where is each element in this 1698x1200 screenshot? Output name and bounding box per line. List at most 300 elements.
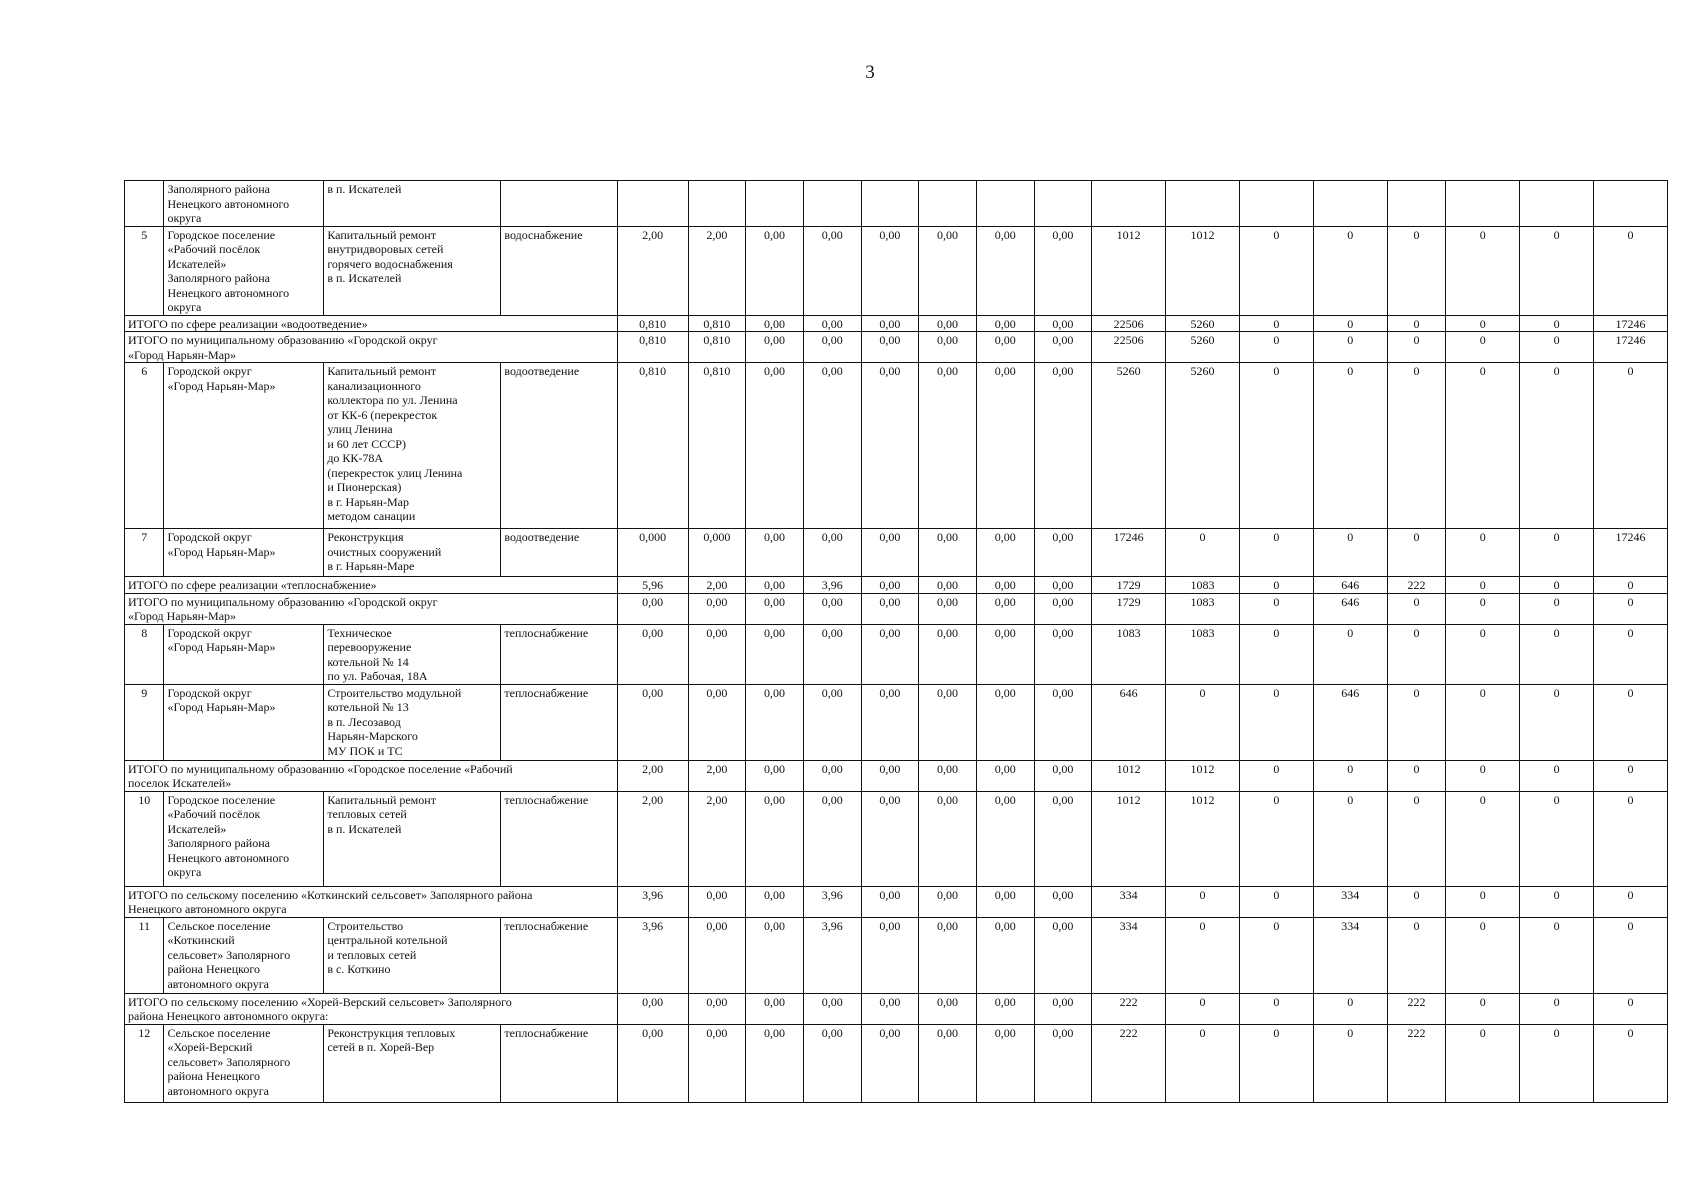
value-cell: 0,00	[919, 529, 977, 577]
value-cell: 0,000	[617, 529, 688, 577]
value-cell: 0	[1166, 1024, 1240, 1102]
value-cell: 3,96	[803, 577, 861, 594]
value-cell: 5260	[1166, 332, 1240, 363]
value-cell: 0	[1594, 917, 1668, 993]
value-cell	[861, 181, 919, 227]
value-cell: 0	[1239, 332, 1313, 363]
value-cell: 0	[1239, 315, 1313, 332]
total-row	[125, 577, 1668, 594]
value-cell: 0	[1520, 577, 1594, 594]
value-cell: 0,00	[1034, 332, 1092, 363]
value-cell: 0	[1446, 332, 1520, 363]
value-cell: 0	[1594, 684, 1668, 760]
value-cell: 0	[1594, 993, 1668, 1024]
value-cell: 0,00	[803, 1024, 861, 1102]
value-cell: 0,00	[1034, 363, 1092, 529]
table-row	[125, 1024, 1668, 1102]
value-cell: 0,00	[1034, 1024, 1092, 1102]
row-number-cell: 5	[125, 226, 164, 315]
value-cell: 0,00	[919, 624, 977, 684]
value-cell: 0,00	[976, 332, 1034, 363]
value-cell: 222	[1092, 1024, 1166, 1102]
value-cell	[1239, 181, 1313, 227]
value-cell	[919, 181, 977, 227]
value-cell: 0,00	[976, 917, 1034, 993]
value-cell: 0	[1313, 791, 1387, 886]
row-number-cell: 11	[125, 917, 164, 993]
value-cell: 0,00	[1034, 624, 1092, 684]
value-cell: 0	[1313, 760, 1387, 791]
value-cell: 0,00	[746, 332, 804, 363]
value-cell: 0	[1594, 760, 1668, 791]
value-cell: 0,00	[861, 993, 919, 1024]
municipality-cell: Городской округ «Город Нарьян-Мар»	[164, 529, 324, 577]
value-cell: 0,00	[976, 226, 1034, 315]
value-cell: 0	[1446, 993, 1520, 1024]
value-cell: 0	[1387, 593, 1446, 624]
value-cell: 1083	[1166, 624, 1240, 684]
value-cell: 0	[1166, 684, 1240, 760]
value-cell: 0,00	[861, 684, 919, 760]
value-cell: 0,00	[803, 363, 861, 529]
total-label-cell: ИТОГО по сельскому поселению «Коткинский сельсовет» Заполярного района Ненецкого автономного округа	[125, 886, 618, 917]
value-cell: 0,00	[919, 332, 977, 363]
table-row	[125, 363, 1668, 529]
value-cell: 0	[1239, 791, 1313, 886]
row-number-cell: 9	[125, 684, 164, 760]
value-cell: 0	[1387, 760, 1446, 791]
total-row	[125, 760, 1668, 791]
object-cell: Строительство центральной котельной и тепловых сетей в с. Коткино	[324, 917, 501, 993]
value-cell: 0	[1313, 993, 1387, 1024]
value-cell: 1083	[1166, 577, 1240, 594]
value-cell: 0,00	[976, 529, 1034, 577]
value-cell: 0,00	[1034, 529, 1092, 577]
value-cell: 0	[1520, 993, 1594, 1024]
value-cell: 0	[1313, 226, 1387, 315]
value-cell: 334	[1092, 917, 1166, 993]
value-cell: 0	[1446, 1024, 1520, 1102]
value-cell: 0,00	[746, 593, 804, 624]
value-cell: 3,96	[617, 886, 688, 917]
value-cell: 0	[1520, 684, 1594, 760]
value-cell: 0	[1594, 886, 1668, 917]
value-cell	[688, 181, 746, 227]
value-cell: 1729	[1092, 593, 1166, 624]
value-cell: 0,00	[919, 226, 977, 315]
value-cell: 0,00	[861, 529, 919, 577]
object-cell: в п. Искателей	[324, 181, 501, 227]
value-cell: 0,000	[688, 529, 746, 577]
value-cell: 0	[1446, 315, 1520, 332]
value-cell: 0	[1446, 624, 1520, 684]
value-cell: 0,00	[746, 684, 804, 760]
value-cell: 1012	[1092, 791, 1166, 886]
sphere-cell: теплоснабжение	[501, 917, 617, 993]
value-cell	[803, 181, 861, 227]
value-cell: 0	[1446, 760, 1520, 791]
value-cell: 0,00	[688, 593, 746, 624]
value-cell: 0,00	[976, 593, 1034, 624]
value-cell: 334	[1313, 886, 1387, 917]
municipality-cell: Городское поселение «Рабочий посёлок Искателей» Заполярного района Ненецкого автономного округа	[164, 226, 324, 315]
value-cell: 0,00	[617, 593, 688, 624]
municipality-cell: Заполярного района Ненецкого автономного округа	[164, 181, 324, 227]
value-cell: 0	[1520, 917, 1594, 993]
value-cell: 646	[1313, 577, 1387, 594]
value-cell: 0,00	[1034, 917, 1092, 993]
value-cell: 0,00	[803, 684, 861, 760]
value-cell: 0	[1387, 315, 1446, 332]
municipality-cell: Сельское поселение «Коткинский сельсовет» Заполярного района Ненецкого автономного округа	[164, 917, 324, 993]
value-cell: 0,00	[746, 226, 804, 315]
value-cell: 0	[1166, 886, 1240, 917]
value-cell: 0,00	[746, 624, 804, 684]
value-cell: 0,00	[861, 363, 919, 529]
value-cell: 222	[1387, 577, 1446, 594]
sphere-cell: теплоснабжение	[501, 624, 617, 684]
value-cell: 0,810	[617, 332, 688, 363]
value-cell: 0,810	[688, 332, 746, 363]
value-cell: 0,00	[803, 760, 861, 791]
value-cell: 0,00	[861, 593, 919, 624]
value-cell: 0,00	[1034, 684, 1092, 760]
total-label-cell: ИТОГО по муниципальному образованию «Городское поселение «Рабочий поселок Искателей»	[125, 760, 618, 791]
object-cell: Реконструкция тепловых сетей в п. Хорей-Вер	[324, 1024, 501, 1102]
value-cell: 646	[1092, 684, 1166, 760]
value-cell	[1387, 181, 1446, 227]
value-cell: 0	[1387, 529, 1446, 577]
page-number: 3	[865, 62, 875, 83]
value-cell: 0,00	[976, 577, 1034, 594]
value-cell: 2,00	[617, 791, 688, 886]
value-cell: 1012	[1166, 791, 1240, 886]
value-cell: 0	[1239, 577, 1313, 594]
value-cell: 0,00	[976, 624, 1034, 684]
value-cell: 0,00	[746, 993, 804, 1024]
value-cell: 0,00	[1034, 593, 1092, 624]
value-cell: 0,00	[976, 993, 1034, 1024]
value-cell: 5260	[1092, 363, 1166, 529]
investment-program-table	[124, 180, 1668, 1103]
municipality-cell: Городское поселение «Рабочий посёлок Искателей» Заполярного района Ненецкого автономного округа	[164, 791, 324, 886]
value-cell: 0,00	[976, 886, 1034, 917]
value-cell: 222	[1387, 993, 1446, 1024]
value-cell	[1594, 181, 1668, 227]
table-row	[125, 181, 1668, 227]
value-cell: 334	[1313, 917, 1387, 993]
value-cell: 0	[1239, 760, 1313, 791]
value-cell: 0,00	[919, 315, 977, 332]
value-cell: 3,96	[803, 886, 861, 917]
value-cell: 0,00	[746, 1024, 804, 1102]
value-cell: 0,00	[1034, 226, 1092, 315]
sphere-cell: водоснабжение	[501, 226, 617, 315]
value-cell: 0	[1594, 791, 1668, 886]
value-cell: 0	[1594, 1024, 1668, 1102]
value-cell: 17246	[1594, 315, 1668, 332]
value-cell: 0	[1520, 760, 1594, 791]
value-cell: 0,00	[746, 791, 804, 886]
value-cell: 0	[1387, 791, 1446, 886]
value-cell: 0,00	[919, 917, 977, 993]
value-cell: 0,00	[919, 577, 977, 594]
value-cell: 0	[1239, 226, 1313, 315]
value-cell: 1083	[1092, 624, 1166, 684]
table-row	[125, 684, 1668, 760]
value-cell: 0	[1520, 315, 1594, 332]
value-cell: 2,00	[617, 226, 688, 315]
object-cell: Капитальный ремонт тепловых сетей в п. Искателей	[324, 791, 501, 886]
total-row	[125, 332, 1668, 363]
value-cell: 0	[1166, 993, 1240, 1024]
value-cell: 0	[1520, 886, 1594, 917]
value-cell: 0,00	[919, 684, 977, 760]
value-cell: 0,00	[919, 993, 977, 1024]
total-label-cell: ИТОГО по сельскому поселению «Хорей-Верский сельсовет» Заполярного района Ненецкого автономного округа:	[125, 993, 618, 1024]
value-cell: 0	[1446, 363, 1520, 529]
value-cell: 3,96	[617, 917, 688, 993]
sphere-cell: теплоснабжение	[501, 791, 617, 886]
value-cell: 0	[1520, 791, 1594, 886]
value-cell: 1012	[1166, 760, 1240, 791]
total-label-cell: ИТОГО по муниципальному образованию «Городской округ «Город Нарьян-Мар»	[125, 593, 618, 624]
value-cell: 0,00	[688, 993, 746, 1024]
value-cell: 0	[1594, 577, 1668, 594]
value-cell: 1012	[1166, 226, 1240, 315]
value-cell: 0	[1594, 363, 1668, 529]
value-cell: 0	[1313, 363, 1387, 529]
value-cell: 646	[1313, 593, 1387, 624]
value-cell: 0	[1520, 593, 1594, 624]
value-cell: 0	[1446, 886, 1520, 917]
value-cell: 0,00	[976, 363, 1034, 529]
value-cell: 5,96	[617, 577, 688, 594]
value-cell: 0	[1446, 791, 1520, 886]
municipality-cell: Городской округ «Город Нарьян-Мар»	[164, 624, 324, 684]
value-cell: 5260	[1166, 315, 1240, 332]
value-cell: 0,00	[803, 332, 861, 363]
value-cell: 0,810	[688, 315, 746, 332]
value-cell: 0	[1520, 226, 1594, 315]
value-cell: 0,00	[861, 791, 919, 886]
value-cell: 0,00	[976, 684, 1034, 760]
value-cell: 0,00	[861, 917, 919, 993]
value-cell: 0	[1313, 529, 1387, 577]
value-cell: 0,00	[919, 886, 977, 917]
value-cell: 0,00	[803, 226, 861, 315]
total-row	[125, 993, 1668, 1024]
total-label-cell: ИТОГО по сфере реализации «теплоснабжение»	[125, 577, 618, 594]
value-cell: 0,00	[861, 886, 919, 917]
value-cell: 0	[1313, 624, 1387, 684]
value-cell	[617, 181, 688, 227]
value-cell: 0,00	[746, 529, 804, 577]
value-cell: 0,00	[1034, 760, 1092, 791]
value-cell: 0,00	[803, 529, 861, 577]
value-cell	[1446, 181, 1520, 227]
value-cell: 0,00	[976, 1024, 1034, 1102]
value-cell	[1092, 181, 1166, 227]
value-cell: 0	[1387, 886, 1446, 917]
value-cell: 0	[1446, 577, 1520, 594]
value-cell: 0	[1239, 917, 1313, 993]
value-cell: 0	[1239, 624, 1313, 684]
value-cell: 0,810	[617, 363, 688, 529]
value-cell: 0,810	[688, 363, 746, 529]
table-row	[125, 917, 1668, 993]
value-cell: 0	[1387, 226, 1446, 315]
value-cell: 0,00	[746, 315, 804, 332]
value-cell: 0	[1387, 332, 1446, 363]
value-cell: 5260	[1166, 363, 1240, 529]
value-cell: 0	[1387, 917, 1446, 993]
object-cell: Строительство модульной котельной № 13 в п. Лесозавод Нарьян-Марского МУ ПОК и ТС	[324, 684, 501, 760]
sphere-cell: водоотведение	[501, 363, 617, 529]
value-cell: 0,00	[688, 684, 746, 760]
value-cell: 222	[1387, 1024, 1446, 1102]
value-cell: 0,00	[617, 1024, 688, 1102]
value-cell: 0	[1520, 1024, 1594, 1102]
value-cell: 0,00	[688, 886, 746, 917]
value-cell: 0,00	[861, 226, 919, 315]
value-cell: 0,00	[919, 760, 977, 791]
row-number-cell: 10	[125, 791, 164, 886]
value-cell: 0	[1313, 315, 1387, 332]
value-cell: 0	[1446, 917, 1520, 993]
value-cell: 0,00	[861, 760, 919, 791]
value-cell	[1313, 181, 1387, 227]
value-cell: 0	[1520, 332, 1594, 363]
sphere-cell: теплоснабжение	[501, 684, 617, 760]
value-cell: 0,00	[976, 791, 1034, 886]
value-cell: 646	[1313, 684, 1387, 760]
sphere-cell: водоотведение	[501, 529, 617, 577]
value-cell: 2,00	[688, 791, 746, 886]
municipality-cell: Городской округ «Город Нарьян-Мар»	[164, 363, 324, 529]
object-cell: Капитальный ремонт внутридворовых сетей горячего водоснабжения в п. Искателей	[324, 226, 501, 315]
sphere-cell	[501, 181, 617, 227]
value-cell: 0	[1594, 226, 1668, 315]
value-cell: 2,00	[617, 760, 688, 791]
value-cell: 0,00	[861, 332, 919, 363]
value-cell: 0	[1387, 624, 1446, 684]
row-number-cell: 6	[125, 363, 164, 529]
value-cell: 0,00	[617, 684, 688, 760]
value-cell: 17246	[1092, 529, 1166, 577]
value-cell: 0,00	[976, 760, 1034, 791]
value-cell: 0,00	[976, 315, 1034, 332]
value-cell: 0,00	[803, 315, 861, 332]
value-cell: 0	[1520, 363, 1594, 529]
table-row	[125, 624, 1668, 684]
value-cell: 0	[1313, 332, 1387, 363]
value-cell: 0,00	[861, 624, 919, 684]
value-cell: 0,00	[803, 624, 861, 684]
value-cell: 0	[1446, 593, 1520, 624]
value-cell: 0,00	[919, 791, 977, 886]
value-cell: 0,00	[746, 917, 804, 993]
value-cell: 0,00	[746, 760, 804, 791]
table-row	[125, 226, 1668, 315]
value-cell: 222	[1092, 993, 1166, 1024]
total-row	[125, 886, 1668, 917]
value-cell: 0	[1239, 529, 1313, 577]
value-cell: 17246	[1594, 529, 1668, 577]
value-cell	[1166, 181, 1240, 227]
value-cell: 0	[1387, 684, 1446, 760]
value-cell: 0	[1520, 624, 1594, 684]
total-label-cell: ИТОГО по сфере реализации «водоотведение»	[125, 315, 618, 332]
value-cell: 2,00	[688, 760, 746, 791]
value-cell: 0,00	[919, 363, 977, 529]
table-row	[125, 791, 1668, 886]
object-cell: Реконструкция очистных сооружений в г. Нарьян-Маре	[324, 529, 501, 577]
value-cell: 0,00	[1034, 315, 1092, 332]
value-cell: 0	[1239, 363, 1313, 529]
value-cell: 0	[1239, 886, 1313, 917]
value-cell: 0,00	[803, 593, 861, 624]
value-cell: 1012	[1092, 760, 1166, 791]
value-cell: 0,00	[688, 917, 746, 993]
value-cell: 0	[1239, 684, 1313, 760]
value-cell: 1083	[1166, 593, 1240, 624]
value-cell: 0	[1520, 529, 1594, 577]
value-cell	[976, 181, 1034, 227]
total-row	[125, 593, 1668, 624]
value-cell	[1034, 181, 1092, 227]
total-label-cell: ИТОГО по муниципальному образованию «Городской округ «Город Нарьян-Мар»	[125, 332, 618, 363]
value-cell: 0	[1166, 529, 1240, 577]
row-number-cell	[125, 181, 164, 227]
value-cell: 22506	[1092, 332, 1166, 363]
value-cell: 0,810	[617, 315, 688, 332]
value-cell: 0,00	[1034, 993, 1092, 1024]
value-cell: 0,00	[803, 993, 861, 1024]
row-number-cell: 8	[125, 624, 164, 684]
value-cell: 0	[1594, 624, 1668, 684]
value-cell: 0,00	[746, 886, 804, 917]
total-row	[125, 315, 1668, 332]
value-cell: 2,00	[688, 226, 746, 315]
value-cell: 0,00	[861, 315, 919, 332]
value-cell: 0,00	[803, 791, 861, 886]
value-cell: 0,00	[919, 1024, 977, 1102]
value-cell: 0,00	[861, 577, 919, 594]
value-cell: 0	[1594, 593, 1668, 624]
value-cell: 0,00	[688, 1024, 746, 1102]
value-cell: 0	[1313, 1024, 1387, 1102]
value-cell: 1012	[1092, 226, 1166, 315]
value-cell: 0	[1239, 593, 1313, 624]
value-cell: 0,00	[1034, 886, 1092, 917]
value-cell: 0,00	[861, 1024, 919, 1102]
value-cell: 0,00	[746, 363, 804, 529]
value-cell: 22506	[1092, 315, 1166, 332]
value-cell: 0	[1446, 529, 1520, 577]
table-body	[125, 181, 1668, 1103]
value-cell: 0	[1239, 993, 1313, 1024]
sphere-cell: теплоснабжение	[501, 1024, 617, 1102]
object-cell: Техническое перевооружение котельной № 14 по ул. Рабочая, 18А	[324, 624, 501, 684]
value-cell: 0	[1166, 917, 1240, 993]
value-cell: 0	[1387, 363, 1446, 529]
municipality-cell: Городской округ «Город Нарьян-Мар»	[164, 684, 324, 760]
value-cell: 2,00	[688, 577, 746, 594]
municipality-cell: Сельское поселение «Хорей-Верский сельсовет» Заполярного района Ненецкого автономного округа	[164, 1024, 324, 1102]
value-cell: 0,00	[919, 593, 977, 624]
value-cell: 3,96	[803, 917, 861, 993]
